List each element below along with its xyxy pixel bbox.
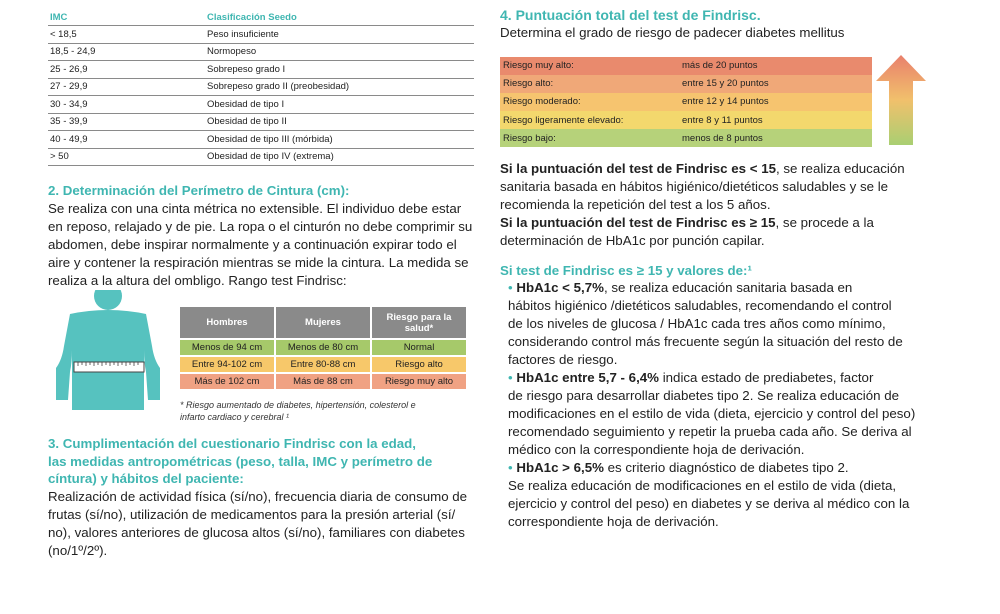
waist-note-line: * Riesgo aumentado de diabetes, hipertensión, colesterol e (180, 400, 416, 410)
imc-classification: Obesidad de tipo IV (extrema) (207, 151, 334, 163)
imc-table-row (48, 61, 474, 79)
section5-line: de riesgo para desarrollar diabetes tipo 2. Se realiza educación de (508, 388, 900, 403)
imc-classification: Obesidad de tipo I (207, 98, 285, 110)
risk-row (500, 129, 872, 147)
waist-mujeres: Más de 88 cm (276, 374, 372, 389)
risk-label: Riesgo alto: (503, 78, 554, 90)
imc-table-header (48, 10, 474, 26)
risk-points: entre 12 y 14 puntos (682, 96, 769, 108)
section4-subtitle: Determina el grado de riesgo de padecer diabetes mellitus (500, 25, 845, 40)
waist-mujeres: Entre 80-88 cm (276, 357, 372, 372)
section2-line: aire y contener la respiración mientras se mide la cintura. La medida se (48, 255, 469, 270)
section3-title (48, 435, 432, 488)
imc-classification: Sobrepeso grado II (preobesidad) (207, 81, 350, 93)
waist-table-note (180, 399, 470, 423)
section4-p2-bold: Si la puntuación del test de Findrisc es ≥ 15 (500, 215, 776, 230)
imc-value: 18,5 - 24,9 (48, 44, 203, 61)
waist-header-mujeres: Mujeres (276, 307, 372, 338)
section5-line: modificaciones en el estilo de vida (dieta, ejercicio y control del peso) (508, 406, 916, 421)
section5-line: factores de riesgo. (508, 352, 618, 367)
findrisc-risk-table (500, 57, 872, 147)
risk-label: Riesgo bajo: (503, 132, 556, 144)
section4-title: 4. Puntuación total del test de Findrisc. (500, 7, 761, 23)
waist-table-header (180, 307, 466, 338)
section3-title-line: 3. Cumplimentación del cuestionario Findrisc con la edad, (48, 436, 416, 451)
section3-title-line: las medidas antropométricas (peso, talla, IMC y perímetro de (48, 453, 433, 469)
section4-p1-rest: , se realiza educación (776, 161, 905, 176)
section5-title: Si test de Findrisc es ≥ 15 y valores de:¹ (500, 263, 752, 278)
waist-riesgo: Normal (403, 342, 435, 353)
section3-line: no), valores anteriores de glucosa altos (sí/no), familiares con diabetes (48, 525, 465, 540)
section4-line: determinación de HbA1c por punción capilar. (500, 233, 765, 248)
section5-line: recomendado seguimiento y repetir la prueba cada año. Se deriva al (508, 424, 912, 439)
risk-label: Riesgo muy alto: (503, 60, 574, 72)
section2-title: 2. Determinación del Perímetro de Cintura (cm): (48, 183, 350, 198)
section2-line: Se realiza con una cinta métrica no extensible. El individuo debe estar (48, 201, 462, 216)
hba1c-bullet-3-bold: HbA1c > 6,5% (516, 460, 604, 475)
section3-line: Realización de actividad física (sí/no), frecuencia diaria de consumo de (48, 489, 468, 504)
section5-line: hábitos higiénico /dietéticos saludables, recomendando el control (508, 298, 892, 313)
hba1c-bullet-1: • HbA1c < 5,7%, se realiza educación sanitaria basada en (508, 280, 853, 295)
imc-table-row (48, 44, 474, 62)
imc-table (48, 10, 474, 166)
imc-table-row (48, 26, 474, 44)
section2-line: abdomen, debe inspirar normalmente y a continuación expirar todo el (48, 237, 457, 252)
risk-row (500, 75, 872, 93)
imc-table-row (48, 79, 474, 97)
imc-classification: Sobrepeso grado I (207, 63, 286, 75)
waist-header-riesgo: Riesgo para la salud* (386, 311, 452, 334)
section4-line: sanitaria basada en hábitos higiénico/dietéticos saludables y se le (500, 179, 889, 194)
waist-risk-table (180, 307, 466, 389)
hba1c-bullet-2-rest: indica estado de prediabetes, factor (659, 370, 874, 385)
waist-riesgo: Riesgo alto (395, 359, 443, 370)
risk-row (500, 57, 872, 75)
section5-line: correspondiente hoja de derivación. (508, 514, 719, 529)
imc-value: 35 - 39,9 (48, 114, 203, 131)
section3-title-line: cíntura) y hábitos del paciente: (48, 471, 244, 486)
waist-table-row (180, 355, 466, 372)
risk-points: entre 15 y 20 puntos (682, 78, 769, 90)
imc-classification: Peso insuficiente (207, 28, 279, 40)
risk-row (500, 111, 872, 129)
waist-note-line: infarto cardiaco y cerebral ¹ (180, 412, 290, 422)
hba1c-bullet-3-rest: es criterio diagnóstico de diabetes tipo 2. (603, 460, 849, 475)
section5-line: de los niveles de glucosa / HbA1c cada tres años como mínimo, (508, 316, 886, 331)
imc-value: 27 - 29,9 (48, 79, 203, 96)
section4-text (500, 160, 940, 250)
risk-label: Riesgo ligeramente elevado: (503, 114, 624, 126)
section5-text (508, 279, 948, 531)
risk-points: entre 8 y 11 puntos (682, 114, 763, 126)
waist-hombres: Más de 102 cm (180, 374, 276, 389)
hba1c-bullet-3: • HbA1c > 6,5% es criterio diagnóstico de diabetes tipo 2. (508, 460, 849, 475)
waist-hombres: Menos de 94 cm (180, 340, 276, 355)
imc-value: 25 - 26,9 (48, 61, 203, 78)
section2-line: en reposo, relajado y de pie. La ropa o el cinturón no debe comprimir su (48, 219, 473, 234)
risk-points: más de 20 puntos (682, 60, 758, 72)
imc-table-row (48, 114, 474, 132)
imc-classification: Normopeso (207, 46, 257, 58)
section3-line: (no/1º/2º). (48, 543, 108, 558)
waist-table-row (180, 338, 466, 355)
section2-line: realiza a la altura del ombligo. Rango test Findrisc: (48, 273, 347, 288)
section2-text (48, 200, 488, 290)
risk-points: menos de 8 puntos (682, 132, 763, 144)
imc-table-row (48, 131, 474, 149)
imc-classification: Obesidad de tipo II (207, 116, 287, 128)
section5-line: considerando control más frecuente según la situación del resto de (508, 334, 903, 349)
section4-p1-line1 (500, 160, 940, 178)
imc-header-imc: IMC (50, 12, 68, 23)
section3-line: frutas (sí/no), utilización de medicamentos para la presión arterial (sí/ (48, 507, 456, 522)
section5-line: ejercicio y control del peso) en diabetes y se deriva al médico con la (508, 496, 910, 511)
waist-table-row (180, 372, 466, 389)
section3-text (48, 488, 488, 560)
imc-table-row (48, 96, 474, 114)
risk-row (500, 93, 872, 111)
imc-value: < 18,5 (48, 26, 203, 43)
section5-line: médico con la correspondiente hoja de derivación. (508, 442, 805, 457)
imc-value: > 50 (48, 149, 203, 166)
hba1c-bullet-2: • HbA1c entre 5,7 - 6,4% indica estado de prediabetes, factor (508, 370, 874, 385)
hba1c-bullet-2-bold: HbA1c entre 5,7 - 6,4% (516, 370, 659, 385)
risk-gradient-arrow-icon (876, 55, 926, 145)
imc-table-row (48, 149, 474, 167)
waist-measurement-illustration (48, 290, 168, 420)
risk-label: Riesgo moderado: (503, 96, 581, 108)
section5-line: Se realiza educación de modificaciones en el estilo de vida (dieta, (508, 478, 897, 493)
imc-header-clasificacion: Clasificación Seedo (207, 12, 297, 23)
waist-hombres: Entre 94-102 cm (180, 357, 276, 372)
waist-header-hombres: Hombres (180, 307, 276, 338)
section4-p2-rest: , se procede a la (775, 215, 874, 230)
section4-p2-line1 (500, 214, 940, 232)
waist-mujeres: Menos de 80 cm (276, 340, 372, 355)
imc-classification: Obesidad de tipo III (mórbida) (207, 133, 333, 145)
waist-riesgo: Riesgo muy alto (384, 376, 454, 387)
hba1c-bullet-1-rest: , se realiza educación sanitaria basada en (603, 280, 853, 295)
imc-value: 40 - 49,9 (48, 131, 203, 148)
section4-line: recomienda la repetición del test a los 5 años. (500, 197, 771, 212)
hba1c-bullet-1-bold: HbA1c < 5,7% (516, 280, 604, 295)
section4-p1-bold: Si la puntuación del test de Findrisc es < 15 (500, 161, 776, 176)
imc-value: 30 - 34,9 (48, 96, 203, 113)
